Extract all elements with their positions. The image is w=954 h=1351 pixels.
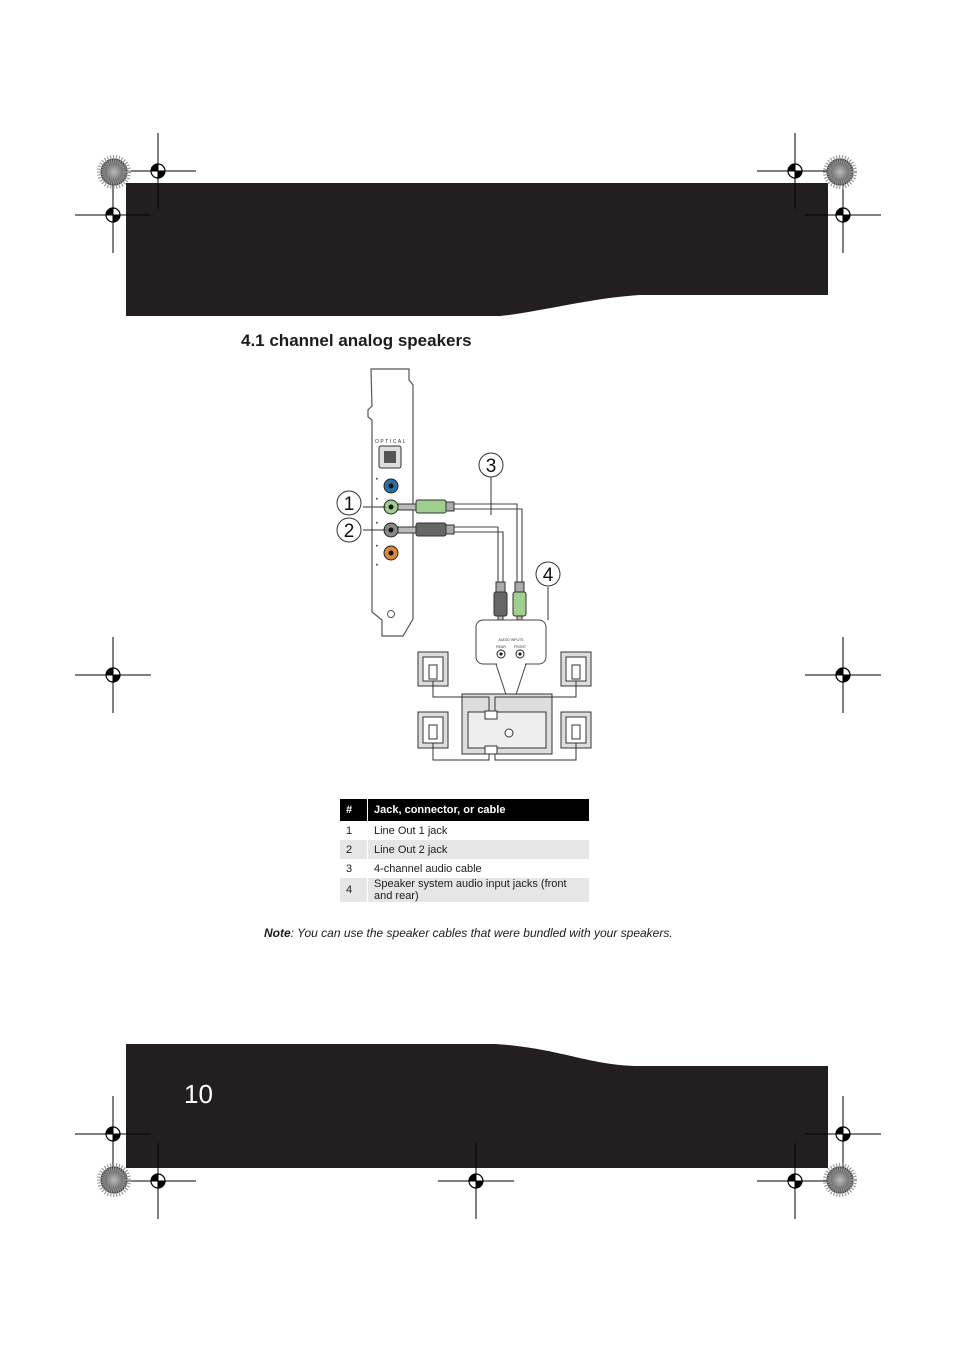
callout-3-label: 3 [485,456,497,477]
speaker-rear-left [418,712,448,748]
note-text: : You can use the speaker cables that were bundled with your speakers. [290,926,673,940]
svg-text:▸: ▸ [376,562,379,568]
speaker-front-right [561,652,591,686]
legend-header-number: # [340,799,368,821]
section-title: 4.1 channel analog speakers [241,331,472,350]
callout-1-label: 1 [343,494,355,515]
audio-inputs-label: AUDIO INPUTS [498,638,524,642]
speaker-front-left [418,652,448,686]
legend-header-row [340,799,589,821]
note-label: Note [264,926,291,940]
subwoofer [462,694,552,754]
legend-number: 1 [340,821,368,840]
gray-plug-vertical [494,592,507,616]
legend-description: Line Out 2 jack [368,840,590,859]
table-row [340,821,589,840]
rear-jack-label: REAR [496,645,506,649]
svg-text:▸: ▸ [376,543,379,549]
legend-number: 4 [340,878,368,902]
front-jack-label: FRONT [513,645,527,649]
callout-2-label: 2 [343,521,355,542]
speaker-rear-right [561,712,591,748]
table-row [340,859,589,878]
page-number: 10 [184,1079,213,1109]
legend-description: Line Out 1 jack [374,824,448,837]
legend-number: 3 [340,859,368,878]
legend-description: 4-channel audio cable [374,862,482,875]
table-row [340,840,589,859]
svg-text:▸: ▸ [376,476,379,482]
legend-description: Speaker system audio input jacks (front and rear) [368,878,590,902]
gray-plug [416,523,446,536]
note-paragraph [264,926,673,940]
callout-4-label: 4 [542,565,554,586]
svg-text:▸: ▸ [376,496,379,502]
audio-inputs-zoom-panel [476,620,546,664]
legend-header-description: Jack, connector, or cable [368,799,590,821]
card-optical-label: OPTICAL [375,439,407,445]
green-plug [416,500,446,513]
legend-table [340,799,589,902]
green-plug-vertical [513,592,526,616]
table-row [340,878,589,902]
audio-cable [454,504,517,582]
svg-text:▸: ▸ [376,520,379,526]
legend-number: 2 [340,840,368,859]
